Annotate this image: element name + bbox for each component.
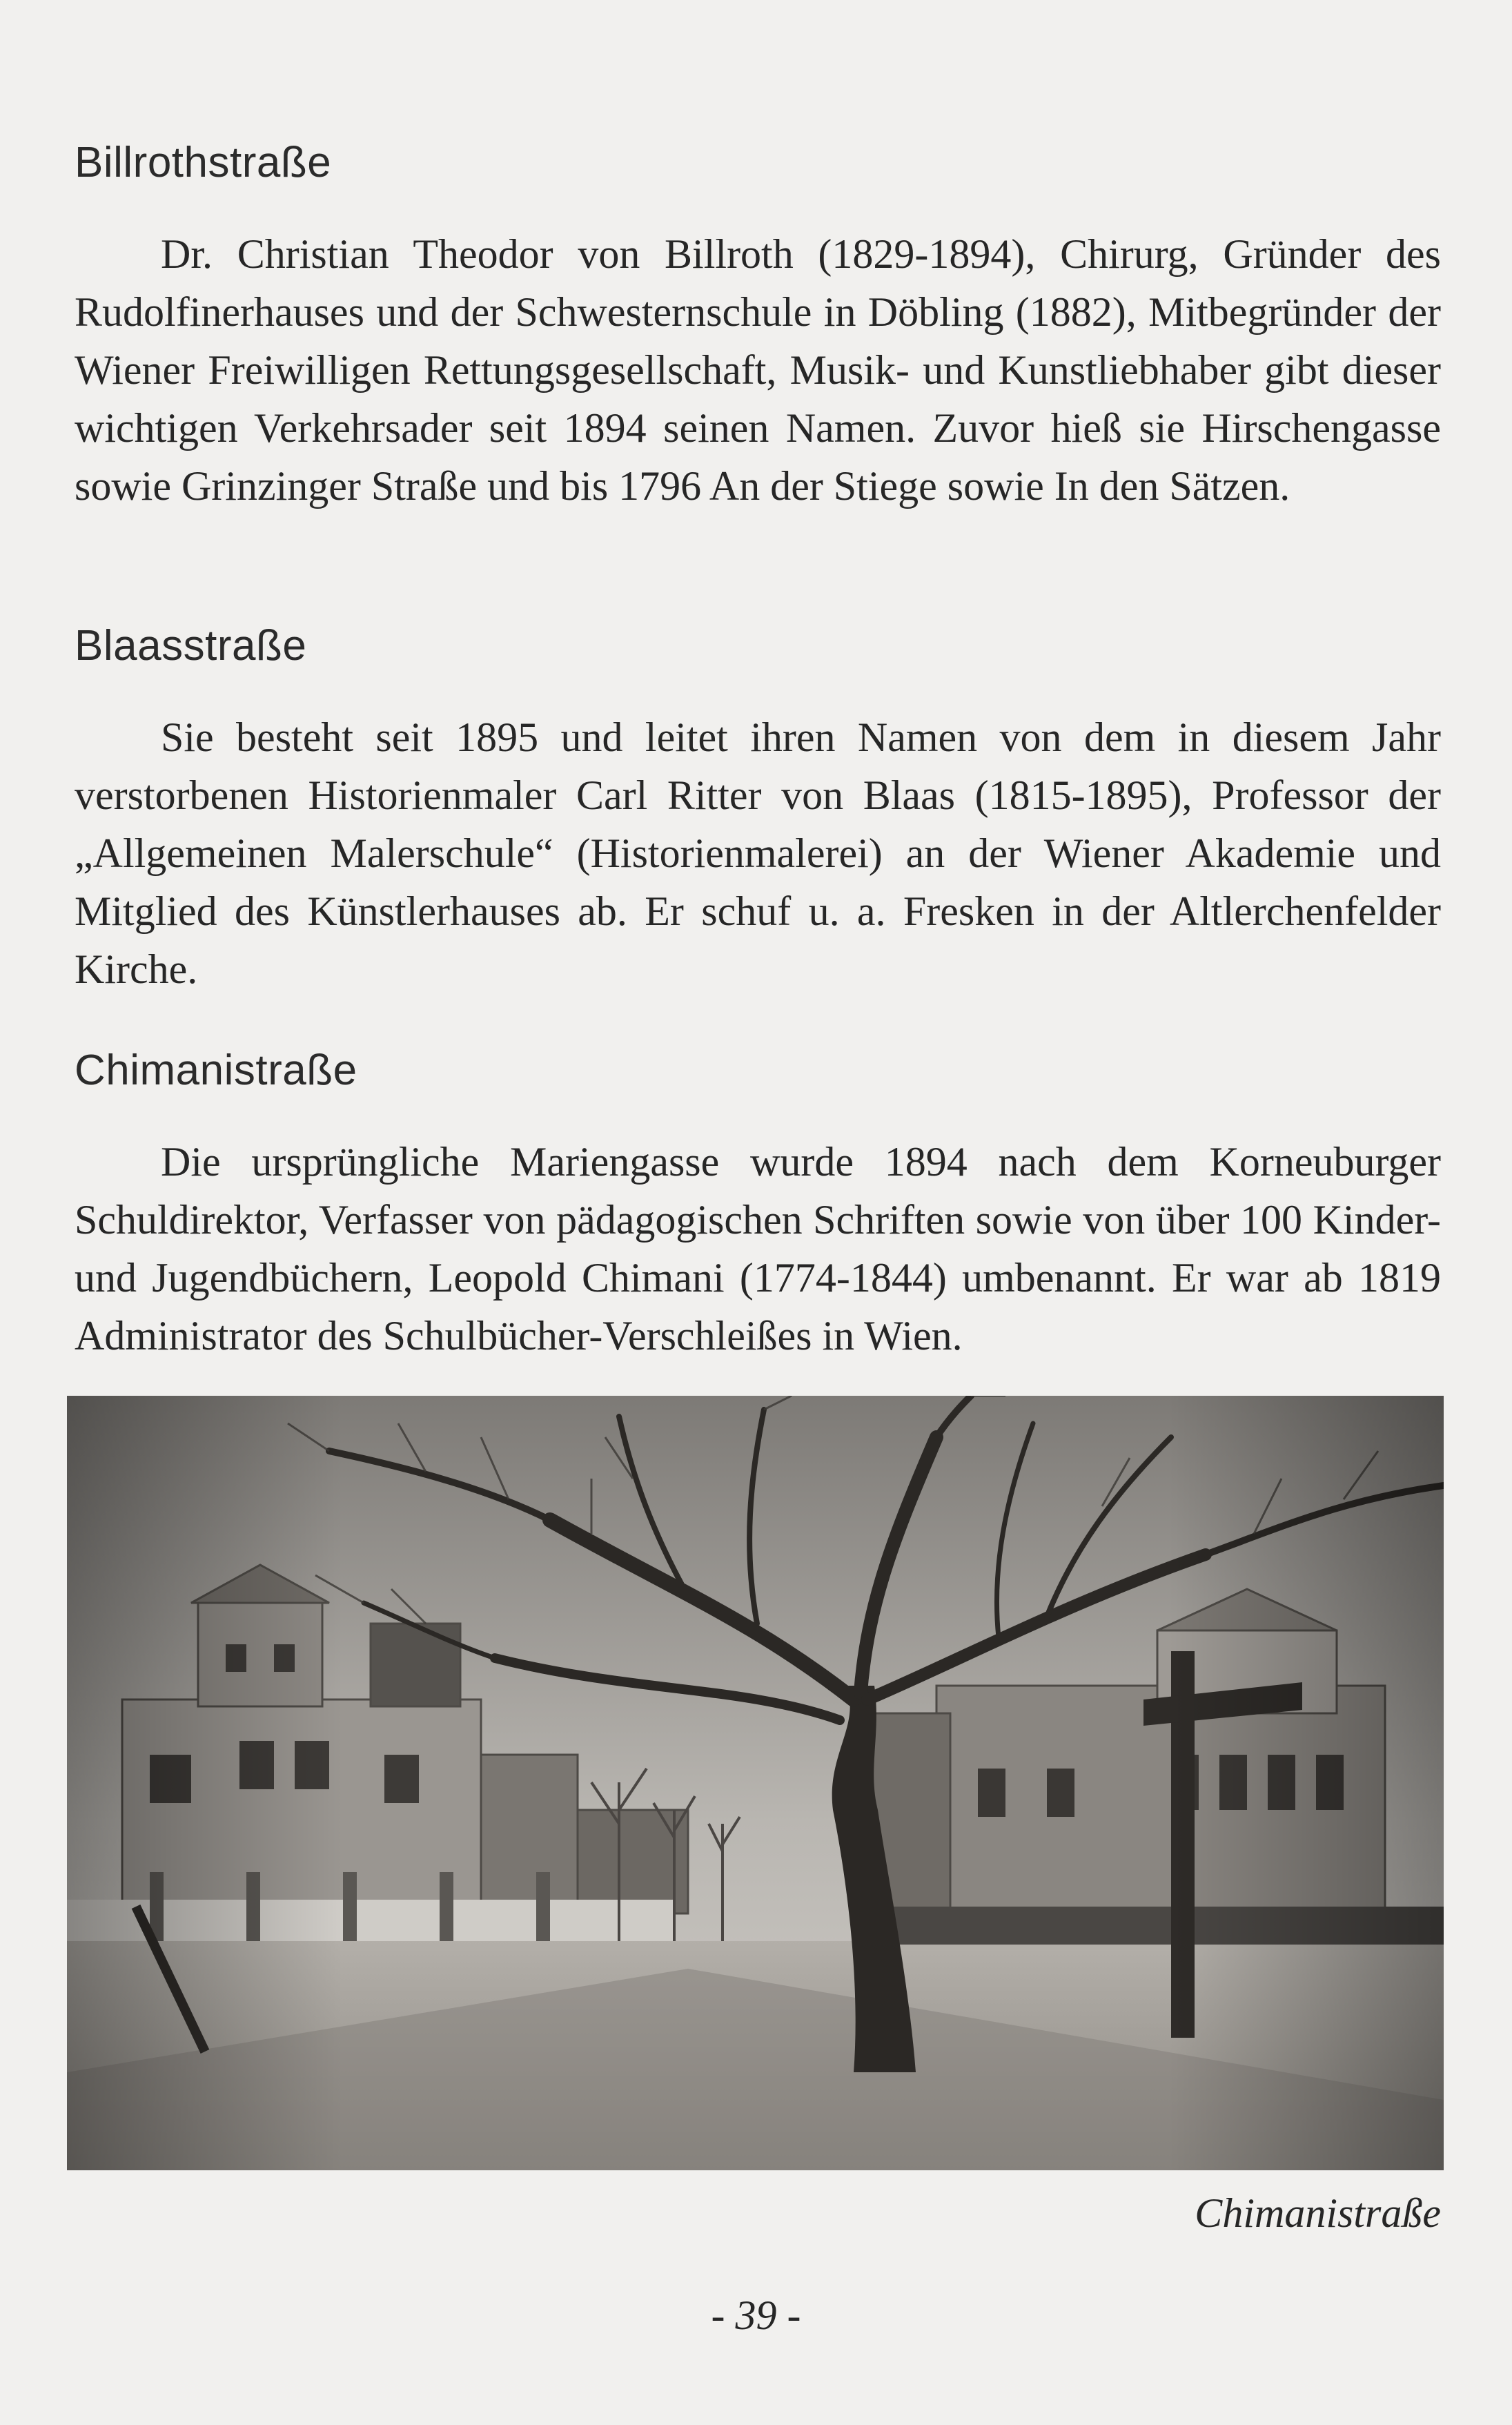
page-number: - 39 - bbox=[711, 2292, 801, 2338]
section-heading-billroth: Billrothstraße bbox=[75, 139, 332, 186]
street-photo-graphic bbox=[67, 1396, 1444, 2170]
section-heading-chimani: Chimanistraße bbox=[75, 1046, 357, 1094]
section-heading-blaas: Blaasstraße bbox=[75, 622, 307, 670]
section-text-chimani: Die ursprüngliche Mariengasse wurde 1894 nach dem Korneuburger Schuldirektor, Verfasser von pädagogischen Schriften sowie von über 100 Kinder- und Jugendbüchern, Leopold Chimani (1774-1844) umbenannt. Er war ab 1819 Administrator des Schulbücher-Verschleißes in Wien. bbox=[75, 1139, 1441, 1358]
historic-street-photo bbox=[67, 1396, 1444, 2170]
section-text-billroth: Dr. Christian Theodor von Billroth (1829-1894), Chirurg, Gründer des Rudolfinerhauses und der Schwesternschule in Döbling (1882), Mitbegründer der Wiener Freiwilligen Rettungsgesellschaft, Musik- und Kunstliebhaber gibt dieser wichtigen Verkehrsader seit 1894 seinen Namen. Zuvor hieß sie Hirschengasse sowie Grinzinger Straße und bis 1796 An der Stiege sowie In den Sätzen. bbox=[75, 231, 1441, 509]
photo-caption: Chimanistraße bbox=[1195, 2190, 1441, 2236]
section-text-blaas: Sie besteht seit 1895 und leitet ihren Namen von dem in diesem Jahr verstorbenen Historienmaler Carl Ritter von Blaas (1815-1895), Professor der „Allgemeinen Malerschule“ (Historienmalerei) an der Wiener Akademie und Mitglied des Künstlerhauses ab. Er schuf u. a. Fresken in der Altlerchenfelder Kirche. bbox=[75, 714, 1441, 992]
